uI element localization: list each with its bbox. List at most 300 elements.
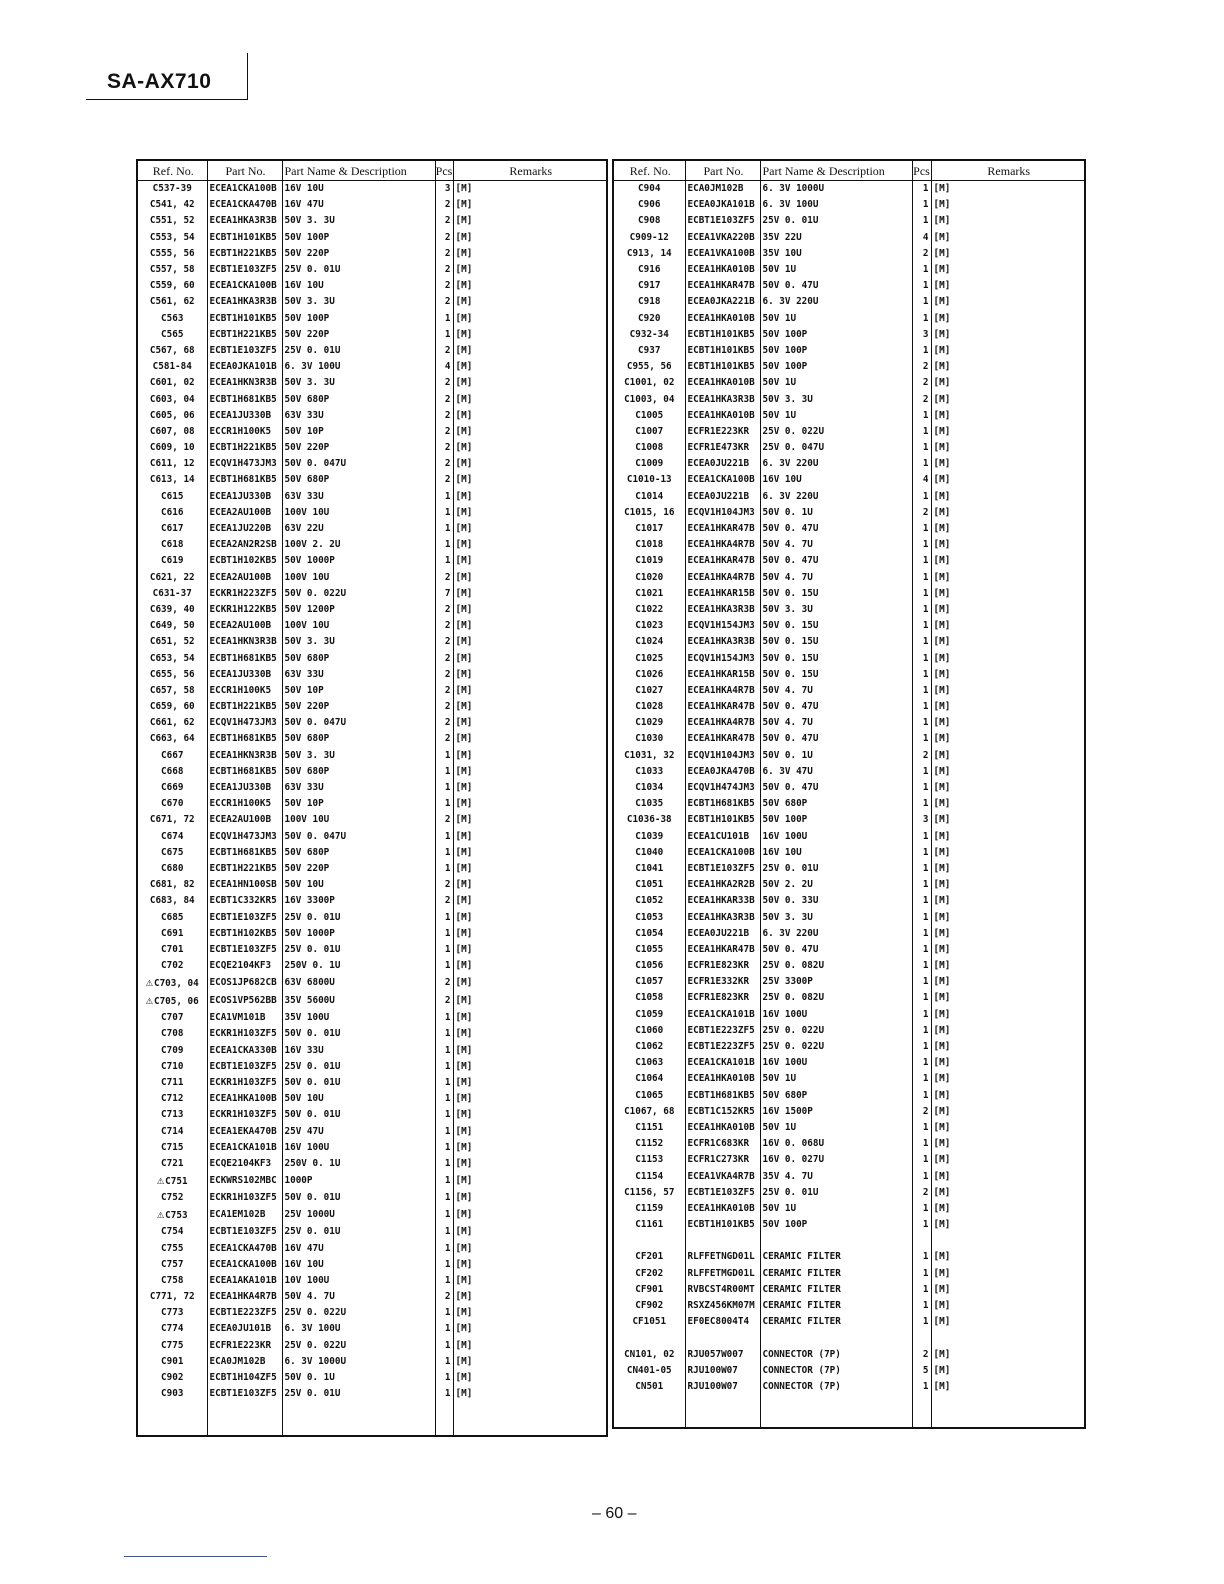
description-cell: 50V 0. 47U — [760, 731, 912, 747]
table-row — [137, 391, 607, 407]
description-cell: 25V 0. 01U — [282, 909, 435, 925]
remarks-cell: [M] — [453, 262, 607, 278]
ref-no-cell: C932-34 — [613, 327, 685, 343]
remarks-cell: [M] — [453, 634, 607, 650]
remarks-cell: [M] — [453, 1190, 607, 1206]
part-no-cell: ECBT1H101KB5 — [207, 311, 282, 327]
part-no-cell: ECA1EM102B — [207, 1206, 282, 1224]
description-cell: 63V 6800U — [282, 974, 435, 992]
part-no-cell: ECEA1CKA330B — [207, 1043, 282, 1059]
pcs-cell: 1 — [912, 1282, 931, 1298]
remarks-cell: [M] — [931, 359, 1085, 375]
pcs-cell: 1 — [912, 650, 931, 666]
table-row — [137, 359, 607, 375]
col-pcs: Pcs — [912, 160, 931, 181]
table-row — [613, 683, 1085, 699]
remarks-cell: [M] — [931, 1120, 1085, 1136]
parts-table-right — [612, 159, 1086, 1429]
pcs-cell: 1 — [435, 861, 453, 877]
table-row — [613, 829, 1085, 845]
table-row — [137, 1010, 607, 1026]
pcs-cell: 1 — [912, 262, 931, 278]
ref-no-cell: C691 — [137, 926, 207, 942]
remarks-cell: [M] — [931, 181, 1085, 198]
pcs-cell: 2 — [435, 634, 453, 650]
description-cell: 50V 10U — [282, 877, 435, 893]
description-cell: CONNECTOR (7P) — [760, 1379, 912, 1395]
table-row — [613, 375, 1085, 391]
table-row — [613, 537, 1085, 553]
table-filler — [137, 1435, 607, 1436]
table-row — [613, 1266, 1085, 1282]
part-no-cell: ECBT1H681KB5 — [207, 731, 282, 747]
ref-no-cell: C1027 — [613, 683, 685, 699]
part-no-cell: ECEA1HN100SB — [207, 877, 282, 893]
description-cell: 50V 100P — [760, 343, 912, 359]
remarks-cell: [M] — [931, 974, 1085, 990]
part-no-cell: ECEA1CKA101B — [207, 1140, 282, 1156]
pcs-cell: 1 — [912, 213, 931, 229]
ref-no-cell: C758 — [137, 1273, 207, 1289]
remarks-cell: [M] — [453, 1010, 607, 1026]
part-no-cell: ECEA1HKN3R3B — [207, 634, 282, 650]
description-cell: 25V 0. 022U — [282, 1305, 435, 1321]
pcs-cell: 1 — [912, 343, 931, 359]
ref-no-cell: C909-12 — [613, 230, 685, 246]
table-row — [613, 213, 1085, 229]
part-no-cell: ECBT1H681KB5 — [207, 845, 282, 861]
table-row — [613, 1217, 1085, 1233]
remarks-cell: [M] — [931, 375, 1085, 391]
table-row — [613, 1104, 1085, 1120]
description-cell: 6. 3V 1000U — [282, 1354, 435, 1370]
table-row — [613, 909, 1085, 925]
pcs-cell: 2 — [435, 715, 453, 731]
ref-no-cell: CF901 — [613, 1282, 685, 1298]
pcs-cell: 1 — [912, 602, 931, 618]
description-cell: 50V 0. 01U — [282, 1190, 435, 1206]
remarks-cell: [M] — [453, 926, 607, 942]
table-row — [137, 861, 607, 877]
table-row — [137, 845, 607, 861]
table-row — [613, 764, 1085, 780]
description-cell: 50V 1U — [760, 311, 912, 327]
part-no-cell: ECBT1H104ZF5 — [207, 1370, 282, 1386]
ref-no-cell: C1057 — [613, 974, 685, 990]
description-cell: 50V 100P — [760, 327, 912, 343]
ref-no-cell: C1015, 16 — [613, 505, 685, 521]
ref-no-cell: C1151 — [613, 1120, 685, 1136]
description-cell: 25V 0. 01U — [760, 861, 912, 877]
pcs-cell: 2 — [435, 294, 453, 310]
description-cell: 25V 0. 082U — [760, 958, 912, 974]
part-no-cell: ECEA1CKA100B — [685, 845, 760, 861]
ref-no-cell: C1030 — [613, 731, 685, 747]
table-row — [137, 667, 607, 683]
pcs-cell: 2 — [435, 618, 453, 634]
table-row — [137, 1026, 607, 1042]
pcs-cell: 1 — [435, 958, 453, 974]
description-cell: 50V 0. 47U — [760, 942, 912, 958]
part-no-cell: ECKR1H103ZF5 — [207, 1107, 282, 1123]
remarks-cell: [M] — [453, 1156, 607, 1172]
remarks-cell: [M] — [931, 424, 1085, 440]
part-no-cell: ECBT1C152KR5 — [685, 1104, 760, 1120]
part-no-cell: ECKR1H223ZF5 — [207, 586, 282, 602]
remarks-cell: [M] — [931, 1185, 1085, 1201]
ref-no-cell: C667 — [137, 748, 207, 764]
ref-no-cell — [613, 1330, 685, 1346]
pcs-cell: 1 — [435, 780, 453, 796]
pcs-cell: 1 — [912, 683, 931, 699]
remarks-cell: [M] — [453, 246, 607, 262]
safety-warning-icon: ⚠ — [145, 975, 153, 990]
empty-cell — [931, 1395, 1085, 1411]
remarks-cell: [M] — [931, 731, 1085, 747]
ref-no-cell: CN401-05 — [613, 1363, 685, 1379]
table-row — [613, 958, 1085, 974]
remarks-cell: [M] — [931, 845, 1085, 861]
ref-no-cell: C955, 56 — [613, 359, 685, 375]
ref-no-cell — [137, 1206, 207, 1224]
safety-warning-icon: ⚠ — [156, 1207, 165, 1222]
filler-cell — [435, 1435, 453, 1436]
ref-no-cell: C1001, 02 — [613, 375, 685, 391]
pcs-cell: 2 — [912, 359, 931, 375]
ref-no-cell: C1051 — [613, 877, 685, 893]
ref-no-cell: C1020 — [613, 570, 685, 586]
remarks-cell: [M] — [453, 181, 607, 198]
table-row — [137, 343, 607, 359]
ref-no-cell: C659, 60 — [137, 699, 207, 715]
remarks-cell: [M] — [931, 699, 1085, 715]
part-no-cell: ECEA2AU100B — [207, 812, 282, 828]
table-row — [613, 1055, 1085, 1071]
ref-no-cell: C621, 22 — [137, 570, 207, 586]
pcs-cell: 1 — [912, 796, 931, 812]
pcs-cell: 1 — [912, 667, 931, 683]
ref-no-cell: C1023 — [613, 618, 685, 634]
table-row — [613, 440, 1085, 456]
part-no-cell: ECA0JM102B — [685, 181, 760, 198]
ref-no-cell: C908 — [613, 213, 685, 229]
description-cell: 50V 100P — [760, 812, 912, 828]
table-row — [137, 1224, 607, 1240]
pcs-cell: 1 — [435, 748, 453, 764]
ref-no-cell: C553, 54 — [137, 230, 207, 246]
col-ref-no: Ref. No. — [137, 160, 207, 181]
table-row — [137, 650, 607, 666]
table-row — [137, 262, 607, 278]
part-no-cell — [685, 1233, 760, 1249]
pcs-cell: 1 — [435, 1172, 453, 1190]
remarks-cell: [M] — [453, 1124, 607, 1140]
table-row — [613, 1282, 1085, 1298]
table-row — [137, 1273, 607, 1289]
pcs-cell: 2 — [435, 650, 453, 666]
ref-no-cell: C1014 — [613, 489, 685, 505]
empty-cell — [760, 1411, 912, 1427]
ref-no-cell: C1065 — [613, 1088, 685, 1104]
ref-no-cell: C1056 — [613, 958, 685, 974]
table-row — [137, 634, 607, 650]
description-cell: 6. 3V 1000U — [760, 181, 912, 198]
part-no-cell: ECEA1HKAR47B — [685, 731, 760, 747]
description-cell: 50V 10P — [282, 796, 435, 812]
ref-no-cell: C713 — [137, 1107, 207, 1123]
part-no-cell: ECEA1HKAR47B — [685, 699, 760, 715]
table-row — [137, 602, 607, 618]
part-no-cell: ECEA1HKAR33B — [685, 893, 760, 909]
part-no-cell: ECEA1HKA010B — [685, 262, 760, 278]
description-cell: 50V 220P — [282, 327, 435, 343]
description-cell: 16V 100U — [282, 1140, 435, 1156]
table-row — [613, 570, 1085, 586]
table-row — [613, 699, 1085, 715]
table-row — [613, 343, 1085, 359]
header-rule — [86, 99, 248, 100]
ref-no-cell: C655, 56 — [137, 667, 207, 683]
remarks-cell: [M] — [453, 1338, 607, 1354]
part-no-cell: ECFR1E823KR — [685, 990, 760, 1006]
part-no-cell: RSXZ456KM07M — [685, 1298, 760, 1314]
ref-no-cell: C555, 56 — [137, 246, 207, 262]
part-no-cell: ECQV1H104JM3 — [685, 748, 760, 764]
ref-no-cell: CF902 — [613, 1298, 685, 1314]
pcs-cell: 2 — [912, 246, 931, 262]
description-cell: 25V 0. 01U — [282, 262, 435, 278]
remarks-cell: [M] — [931, 391, 1085, 407]
remarks-cell: [M] — [931, 1217, 1085, 1233]
part-no-cell: ECEA1JU220B — [207, 521, 282, 537]
table-row — [137, 893, 607, 909]
table-row — [137, 521, 607, 537]
remarks-cell: [M] — [931, 1298, 1085, 1314]
remarks-cell: [M] — [931, 634, 1085, 650]
ref-no-cell: C917 — [613, 278, 685, 294]
part-no-cell: ECEA1HKA010B — [685, 311, 760, 327]
remarks-cell: [M] — [453, 1273, 607, 1289]
ref-no-cell: C609, 10 — [137, 440, 207, 456]
part-no-cell: ECEA1HKA4R7B — [685, 683, 760, 699]
table-row — [613, 602, 1085, 618]
table-row — [613, 1088, 1085, 1104]
ref-no-cell: C1003, 04 — [613, 391, 685, 407]
ref-no-cell: C651, 52 — [137, 634, 207, 650]
table-row — [137, 311, 607, 327]
pcs-cell: 1 — [435, 537, 453, 553]
part-no-cell: RJU100W07 — [685, 1379, 760, 1395]
description-cell: 100V 10U — [282, 505, 435, 521]
ref-no-cell: C1067, 68 — [613, 1104, 685, 1120]
description-cell: 50V 4. 7U — [760, 570, 912, 586]
ref-no-cell: C683, 84 — [137, 893, 207, 909]
ref-no-cell: C702 — [137, 958, 207, 974]
description-cell: 50V 100P — [760, 359, 912, 375]
pcs-cell: 1 — [912, 1314, 931, 1330]
table-row — [137, 780, 607, 796]
remarks-cell: [M] — [931, 246, 1085, 262]
description-cell: 6. 3V 220U — [760, 294, 912, 310]
part-no-cell: ECEA1HKAR47B — [685, 521, 760, 537]
ref-no-cell: C913, 14 — [613, 246, 685, 262]
pcs-cell: 1 — [912, 1152, 931, 1168]
remarks-cell: [M] — [931, 796, 1085, 812]
empty-cell — [760, 1395, 912, 1411]
description-cell: 63V 22U — [282, 521, 435, 537]
table-row — [613, 424, 1085, 440]
description-cell: 16V 100U — [760, 1055, 912, 1071]
remarks-cell: [M] — [931, 780, 1085, 796]
ref-no-cell: C680 — [137, 861, 207, 877]
table-row — [613, 731, 1085, 747]
remarks-cell: [M] — [453, 408, 607, 424]
part-no-cell: ECBT1E103ZF5 — [207, 1386, 282, 1402]
pcs-cell: 4 — [912, 230, 931, 246]
ref-no-cell: C937 — [613, 343, 685, 359]
table-row — [137, 1257, 607, 1273]
remarks-cell: [M] — [931, 1152, 1085, 1168]
ref-no-cell: C1007 — [613, 424, 685, 440]
ref-no-cell: C607, 08 — [137, 424, 207, 440]
description-cell: 50V 0. 1U — [760, 748, 912, 764]
part-no-cell: ECBT1H221KB5 — [207, 246, 282, 262]
description-cell: 16V 3300P — [282, 893, 435, 909]
header-rule-vertical — [247, 53, 248, 100]
table-row — [137, 1338, 607, 1354]
table-row — [613, 812, 1085, 828]
part-no-cell: ECBT1H681KB5 — [207, 650, 282, 666]
part-no-cell: ECKR1H122KB5 — [207, 602, 282, 618]
ref-no-cell: C681, 82 — [137, 877, 207, 893]
table-row — [137, 1321, 607, 1337]
part-no-cell: ECBT1E103ZF5 — [207, 909, 282, 925]
remarks-cell: [M] — [453, 861, 607, 877]
ref-no-cell: C618 — [137, 537, 207, 553]
remarks-cell: [M] — [453, 829, 607, 845]
remarks-cell: [M] — [453, 343, 607, 359]
part-no-cell: ECEA1JU330B — [207, 408, 282, 424]
table-row — [137, 375, 607, 391]
remarks-cell: [M] — [453, 311, 607, 327]
description-cell: 50V 680P — [282, 391, 435, 407]
description-cell: 50V 100P — [282, 230, 435, 246]
ref-no-cell: C561, 62 — [137, 294, 207, 310]
empty-cell — [453, 1402, 607, 1418]
table-row — [613, 650, 1085, 666]
pcs-cell: 1 — [912, 618, 931, 634]
table-row — [613, 1071, 1085, 1087]
ref-no-cell: C670 — [137, 796, 207, 812]
description-cell: 50V 3. 3U — [282, 634, 435, 650]
part-no-cell: ECBT1E223ZF5 — [685, 1023, 760, 1039]
pcs-cell: 1 — [912, 408, 931, 424]
part-no-cell: ECFR1E223KR — [207, 1338, 282, 1354]
ref-no-cell: C537-39 — [137, 181, 207, 198]
remarks-cell: [M] — [453, 537, 607, 553]
ref-no-cell: C675 — [137, 845, 207, 861]
ref-no-cell: C1040 — [613, 845, 685, 861]
remarks-cell: [M] — [453, 553, 607, 569]
table-row — [137, 731, 607, 747]
remarks-cell: [M] — [453, 278, 607, 294]
table-row — [613, 1007, 1085, 1023]
part-no-cell: ECEA0JU221B — [685, 456, 760, 472]
remarks-cell: [M] — [931, 230, 1085, 246]
table-row — [613, 1168, 1085, 1184]
part-no-cell: ECQE2104KF3 — [207, 1156, 282, 1172]
part-no-cell: ECEA1HKAR15B — [685, 667, 760, 683]
ref-no-cell: C901 — [137, 1354, 207, 1370]
pcs-cell: 2 — [435, 699, 453, 715]
part-no-cell: ECEA0JKA101B — [685, 197, 760, 213]
part-no-cell: ECFR1E823KR — [685, 958, 760, 974]
description-cell: 50V 220P — [282, 246, 435, 262]
description-cell: 50V 0. 047U — [282, 456, 435, 472]
ref-no-cell: C1156, 57 — [613, 1185, 685, 1201]
part-no-cell: RLFFETNGD01L — [685, 1249, 760, 1265]
table-header — [137, 160, 607, 181]
description-cell: 50V 1U — [760, 1071, 912, 1087]
description-cell: 50V 220P — [282, 699, 435, 715]
description-cell: 25V 47U — [282, 1124, 435, 1140]
table-row — [137, 1289, 607, 1305]
table-row — [613, 294, 1085, 310]
remarks-cell: [M] — [453, 618, 607, 634]
remarks-cell: [M] — [453, 1386, 607, 1402]
description-cell — [760, 1330, 912, 1346]
part-no-cell: ECEA1HKN3R3B — [207, 748, 282, 764]
part-no-cell: ECEA1CKA101B — [685, 1007, 760, 1023]
pcs-cell: 1 — [435, 327, 453, 343]
ref-no-cell: C1053 — [613, 909, 685, 925]
part-no-cell: ECBT1H101KB5 — [685, 1217, 760, 1233]
table-row — [137, 1091, 607, 1107]
description-cell: 25V 1000U — [282, 1206, 435, 1224]
remarks-cell: [M] — [453, 1257, 607, 1273]
remarks-cell: [M] — [453, 359, 607, 375]
ref-no-cell: C754 — [137, 1224, 207, 1240]
table-row — [137, 1140, 607, 1156]
table-row — [137, 570, 607, 586]
remarks-cell: [M] — [453, 893, 607, 909]
pcs-cell: 1 — [435, 1305, 453, 1321]
remarks-cell: [M] — [453, 197, 607, 213]
part-no-cell: ECEA1HKAR47B — [685, 942, 760, 958]
pcs-cell: 1 — [912, 926, 931, 942]
description-cell: 50V 1U — [760, 262, 912, 278]
part-no-cell: ECBT1E223ZF5 — [207, 1305, 282, 1321]
table-row — [137, 537, 607, 553]
remarks-cell: [M] — [453, 570, 607, 586]
ref-no-cell: C708 — [137, 1026, 207, 1042]
pcs-cell: 1 — [435, 909, 453, 925]
part-no-cell: ECBT1E103ZF5 — [685, 1185, 760, 1201]
empty-row — [137, 1402, 607, 1418]
description-cell: 16V 33U — [282, 1043, 435, 1059]
pcs-cell: 1 — [435, 845, 453, 861]
description-cell: 35V 5600U — [282, 992, 435, 1010]
col-remarks: Remarks — [453, 160, 607, 181]
remarks-cell: [M] — [931, 764, 1085, 780]
ref-no-cell: C565 — [137, 327, 207, 343]
col-part-no: Part No. — [685, 160, 760, 181]
remarks-cell: [M] — [453, 1075, 607, 1091]
pcs-cell: 1 — [912, 586, 931, 602]
table-row — [613, 1023, 1085, 1039]
description-cell: 50V 10P — [282, 424, 435, 440]
ref-no-text: C705, 06 — [153, 996, 199, 1008]
